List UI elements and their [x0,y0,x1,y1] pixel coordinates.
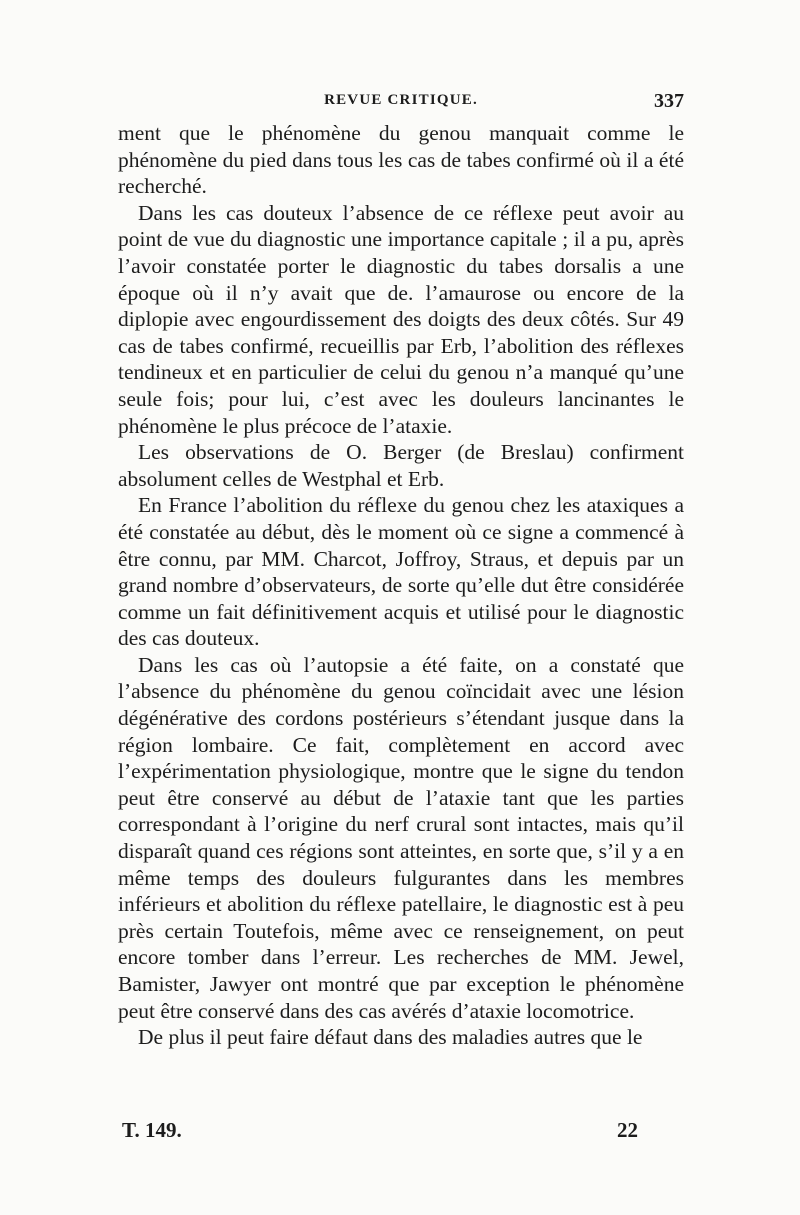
running-title: REVUE CRITIQUE. [324,92,478,108]
body-text [118,120,684,1051]
sheet-number: 22 [617,1118,638,1142]
paragraph-3: Les observations de O. Berger (de Breslau) confirment absolument celles de Westphal et Erb. [118,440,684,491]
paragraph-5: Dans les cas où l’autopsie a été faite, on a constaté que l’absence du phénomène du genou coïncidait avec une lésion dégénérative des cordons postérieurs s’étendant jusque dans la région lombaire. Ce fait, complètement en accord avec l’expérimentation physiologique, montre que le signe du tendon peut être conservé au début de l’ataxie tant que les parties correspondant à l’origine du nerf crural sont intactes, mais qu’il disparaît quand ces régions sont atteintes, en sorte que, s’il y a en même temps des douleurs fulgurantes dans les membres inférieurs et abolition du réflexe patellaire, le diagnostic est à peu près certain Toutefois, même avec ce renseignement, on peut encore tomber dans l’erreur. Les recherches de MM. Jewel, Bamister, Jawyer ont montré que par exception le phénomène peut être conservé dans des cas avérés d’ataxie locomotrice. [118,652,684,1023]
paragraph-4: En France l’abolition du réflexe du genou chez les ataxiques a été constatée au début, dès le moment où ce signe a commencé à être connu, par MM. Charcot, Joffroy, Straus, et depuis par un grand nombre d’observateurs, de sorte qu’elle dut être considérée comme un fait définitivement acquis et utilisé pour le diagnostic des cas douteux. [118,493,684,651]
paragraph-1: ment que le phénomène du genou manquait comme le phénomène du pied dans tous les cas de tabes confirmé où il a été recherché. [118,121,684,199]
paragraph-6: De plus il peut faire défaut dans des maladies autres que le [138,1025,643,1050]
paragraph-2: Dans les cas douteux l’absence de ce réflexe peut avoir au point de vue du diagnostic une importance capitale ; il a pu, après l’avoir constatée porter le diagnostic du tabes dorsalis a une époque où il n’y avait que de. l’amaurose ou encore de la diplopie avec engourdissement des doigts des deux côtés. Sur 49 cas de tabes confirmé, recueillis par Erb, l’abolition des réflexes tendineux et en particulier de celui du genou n’a manqué qu’une seule fois; pour lui, c’est avec les douleurs lancinantes le phénomène le plus précoce de l’ataxie. [118,200,684,438]
running-header [118,92,684,120]
page [118,92,684,1051]
page-footer [122,1118,642,1148]
page-number: 337 [654,90,684,112]
signature-mark: T. 149. [122,1118,182,1142]
